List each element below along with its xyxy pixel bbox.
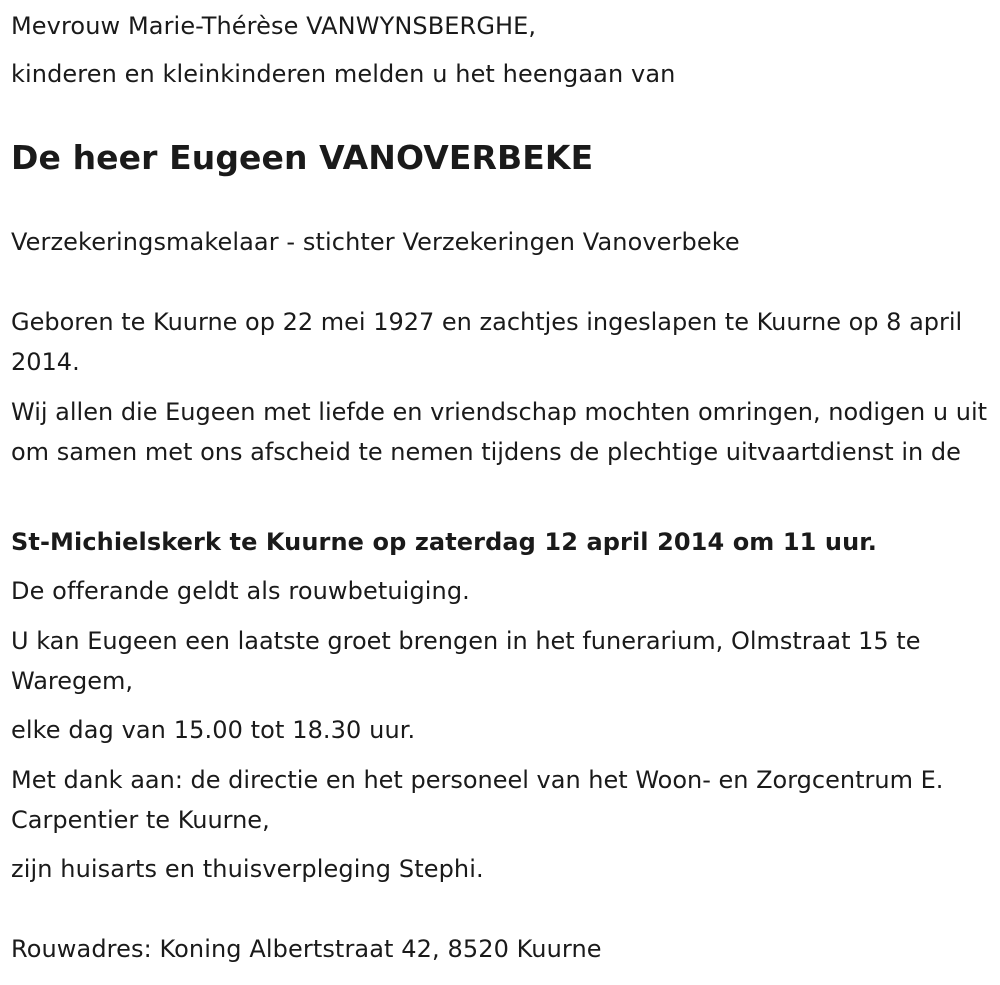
profession-line: Verzekeringsmakelaar - stichter Verzekeringen Vanoverbeke <box>11 228 740 256</box>
deceased-name: De heer Eugeen VANOVERBEKE <box>11 138 594 177</box>
announce-line: kinderen en kleinkinderen melden u het heengaan van <box>11 60 676 88</box>
ceremony-line: St-Michielskerk te Kuurne op zaterdag 12 april 2014 om 11 uur. <box>11 528 878 556</box>
announcer-line: Mevrouw Marie-Thérèse VANWYNSBERGHE, <box>11 12 537 40</box>
farewell-paragraph: U kan Eugeen een laatste groet brengen in het funerarium, Olmstraat 15 te Waregem, <box>11 627 921 695</box>
offering-line: De offerande geldt als rouwbetuiging. <box>11 577 470 605</box>
visiting-hours-line: elke dag van 15.00 tot 18.30 uur. <box>11 716 416 744</box>
thanks-continued-line: zijn huisarts en thuisverpleging Stephi. <box>11 855 484 883</box>
thanks-paragraph: Met dank aan: de directie en het personeel van het Woon- en Zorgcentrum E. Carpentier te Kuurne, <box>11 766 944 834</box>
invitation-paragraph: Wij allen die Eugeen met liefde en vriendschap mochten omringen, nodigen u uit om samen met ons afscheid te nemen tijdens de plechtige uitvaartdienst in de <box>11 398 988 466</box>
birth-death-paragraph: Geboren te Kuurne op 22 mei 1927 en zachtjes ingeslapen te Kuurne op 8 april 2014. <box>11 308 963 376</box>
address-line: Rouwadres: Koning Albertstraat 42, 8520 Kuurne <box>11 935 602 963</box>
